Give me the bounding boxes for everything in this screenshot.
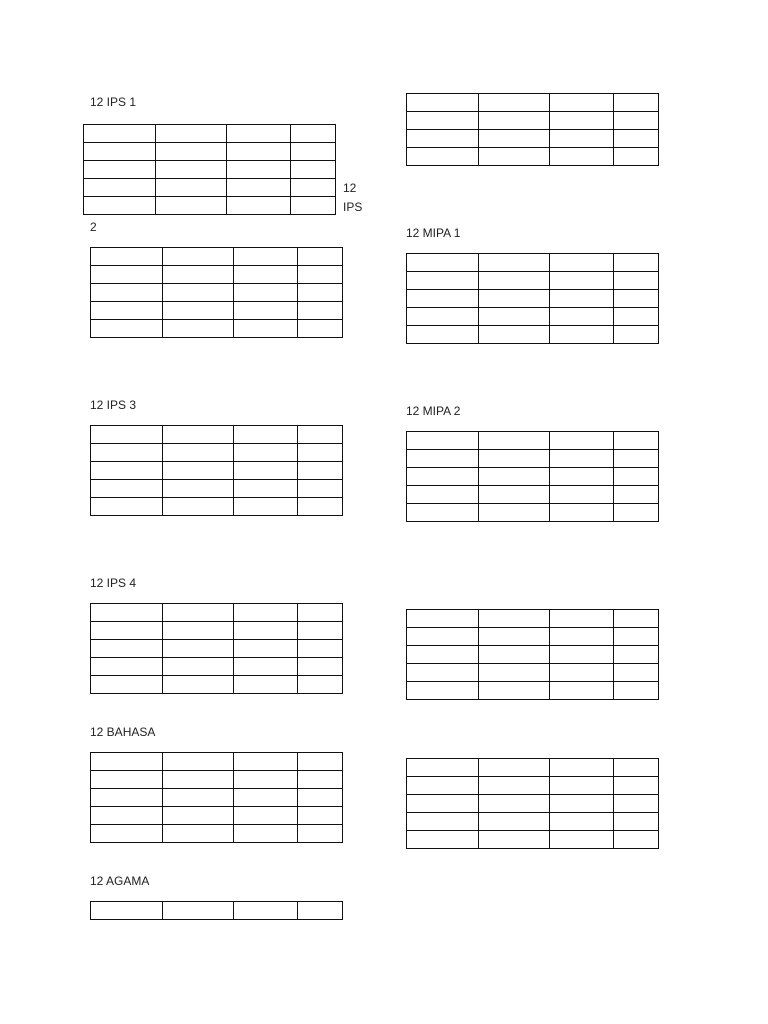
table-row [407, 290, 659, 308]
table-row [91, 248, 343, 266]
section-title-12-ips-2-part2: IPS [343, 200, 363, 214]
table-row [91, 807, 343, 825]
table-row [407, 308, 659, 326]
table-row [91, 462, 343, 480]
table-row [84, 143, 336, 161]
table-row [407, 468, 659, 486]
table-row [91, 604, 343, 622]
table-12-mipa-2 [406, 431, 659, 522]
table-12-agama [90, 901, 343, 920]
table-row [407, 272, 659, 290]
table-right-middle [406, 609, 659, 700]
table-row [407, 486, 659, 504]
section-title-12-ips-1: 12 IPS 1 [90, 95, 137, 109]
table-right-bottom [406, 758, 659, 849]
table-row [407, 831, 659, 849]
section-title-12-mipa-1: 12 MIPA 1 [406, 226, 461, 240]
table-row [407, 432, 659, 450]
table-12-ips-2 [90, 247, 343, 338]
table-row [407, 759, 659, 777]
table-row [407, 450, 659, 468]
table-row [91, 266, 343, 284]
table-row [407, 254, 659, 272]
table-row [91, 320, 343, 338]
table-row [84, 179, 336, 197]
table-row [407, 130, 659, 148]
section-title-12-ips-3: 12 IPS 3 [90, 398, 137, 412]
table-row [84, 125, 336, 143]
table-right-top [406, 93, 659, 166]
table-row [407, 664, 659, 682]
table-row [91, 444, 343, 462]
table-row [407, 682, 659, 700]
table-row [407, 777, 659, 795]
section-title-12-bahasa: 12 BAHASA [90, 725, 156, 739]
table-row [91, 640, 343, 658]
table-12-ips-4 [90, 603, 343, 694]
table-row [407, 112, 659, 130]
table-row [91, 771, 343, 789]
table-row [407, 646, 659, 664]
section-title-12-ips-2-part3: 2 [90, 220, 97, 234]
table-row [91, 498, 343, 516]
table-row [91, 789, 343, 807]
section-title-12-ips-2-part1: 12 [343, 181, 357, 195]
section-title-12-mipa-2: 12 MIPA 2 [406, 404, 461, 418]
table-row [84, 197, 336, 215]
table-row [91, 753, 343, 771]
table-row [407, 504, 659, 522]
table-row [407, 628, 659, 646]
table-12-ips-1 [83, 124, 336, 215]
table-row [91, 622, 343, 640]
table-row [407, 813, 659, 831]
table-row [91, 825, 343, 843]
section-title-12-ips-4: 12 IPS 4 [90, 576, 137, 590]
table-row [407, 148, 659, 166]
table-row [407, 326, 659, 344]
table-row [91, 426, 343, 444]
table-row [407, 610, 659, 628]
table-row [91, 284, 343, 302]
table-row [407, 795, 659, 813]
table-row [91, 302, 343, 320]
table-row [91, 676, 343, 694]
table-12-ips-3 [90, 425, 343, 516]
table-row [91, 658, 343, 676]
table-12-mipa-1 [406, 253, 659, 344]
table-row [91, 902, 343, 920]
section-title-12-agama: 12 AGAMA [90, 874, 150, 888]
table-row [407, 94, 659, 112]
table-row [84, 161, 336, 179]
table-row [91, 480, 343, 498]
table-12-bahasa [90, 752, 343, 843]
